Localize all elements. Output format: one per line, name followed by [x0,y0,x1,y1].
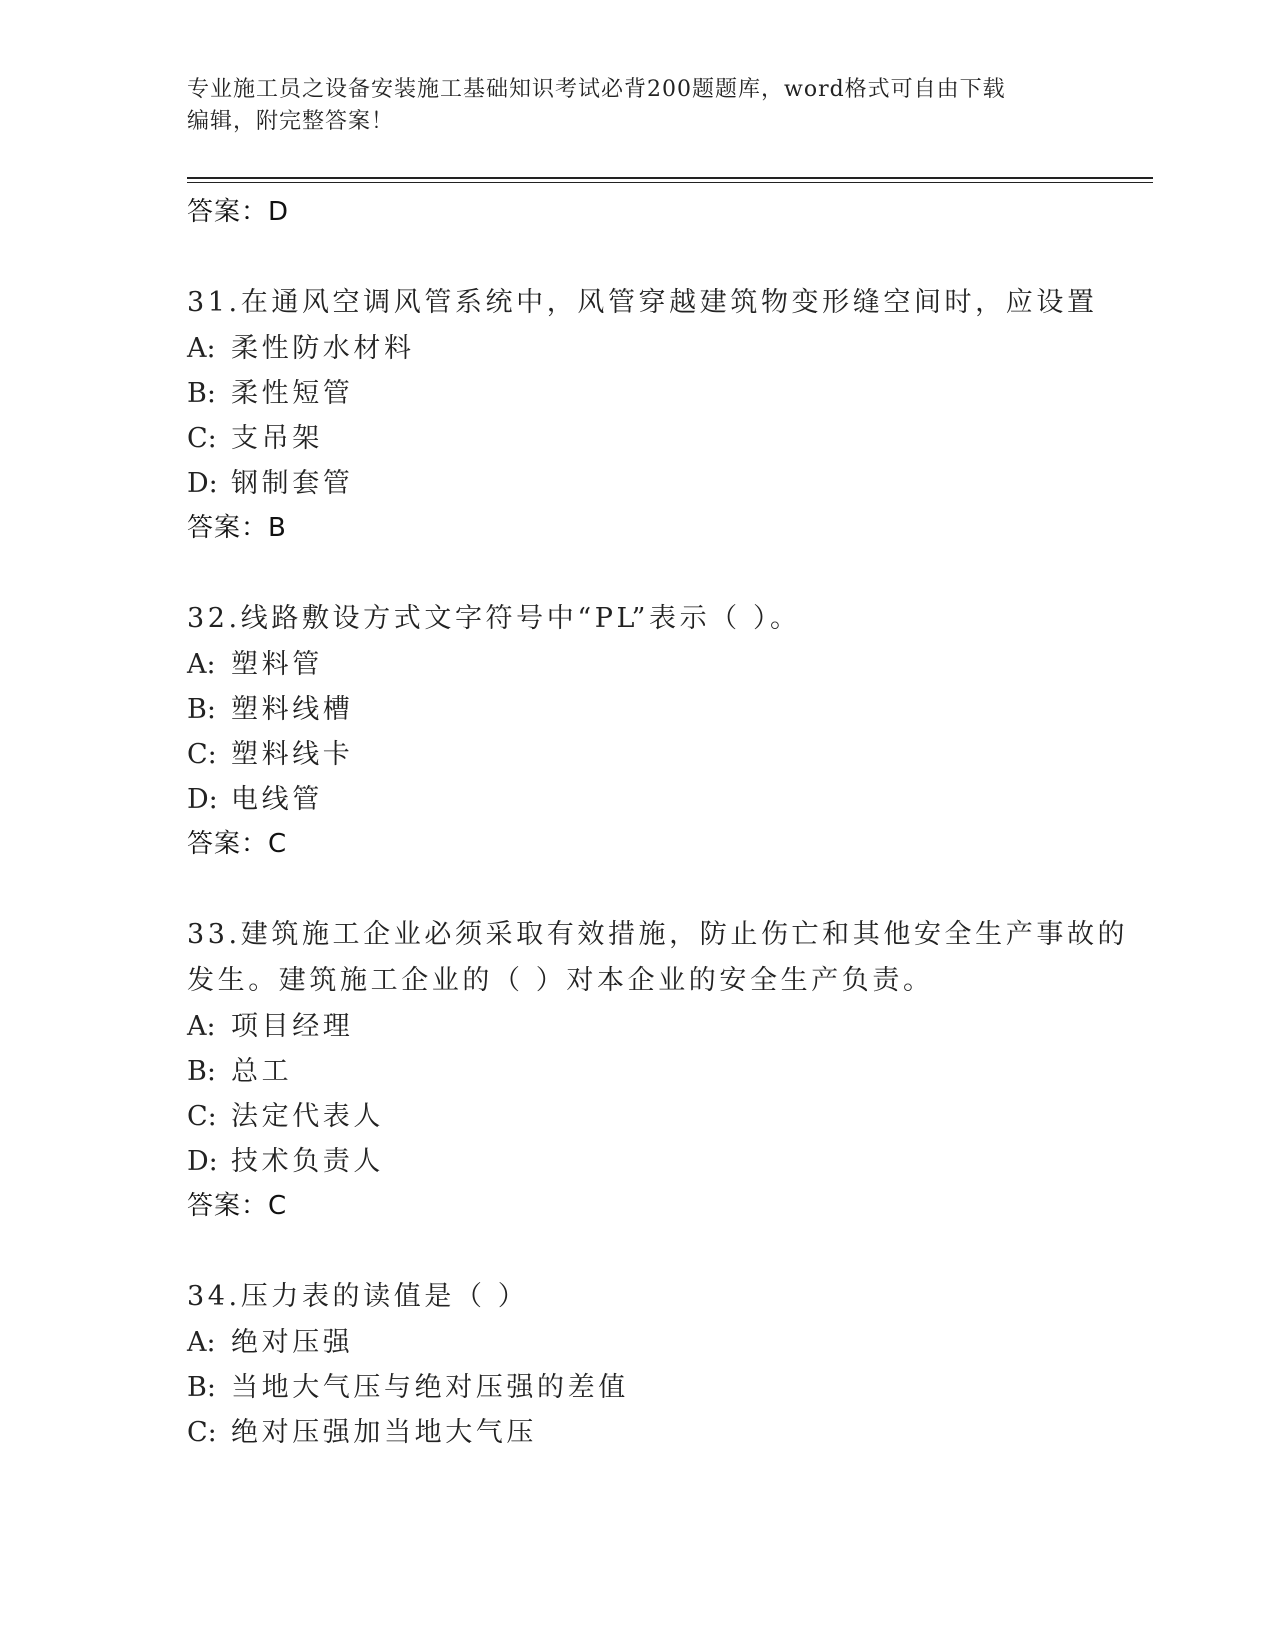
option-b [187,687,1147,732]
question-block-33 [187,912,1147,1228]
answer-value: D [268,197,290,227]
answer-line [187,822,1147,866]
document-header [187,74,1067,138]
question-number: 31. [187,287,241,318]
header-divider-thick [187,177,1153,179]
option-text: 柔性防水材料 [231,333,415,364]
question-text [187,912,1147,1004]
option-b [187,1049,1147,1094]
question-body: 在通风空调风管系统中，风管穿越建筑物变形缝空间时，应设置 [240,287,1098,318]
question-text [187,1274,1147,1320]
option-a [187,1004,1147,1049]
option-letter: D: [187,784,218,815]
option-text: 当地大气压与绝对压强的差值 [231,1372,629,1403]
question-spacer [187,1228,1147,1274]
option-letter: B: [187,378,216,409]
option-letter: D: [187,1146,218,1177]
option-a [187,1320,1147,1365]
question-block-31 [187,280,1147,550]
answer-line-prev [187,190,1147,234]
option-c [187,1410,1147,1455]
option-letter: B: [187,1056,216,1087]
option-letter: A: [187,1327,216,1358]
option-text: 支吊架 [231,423,323,454]
option-letter: B: [187,1372,216,1403]
answer-label: 答案： [187,1191,269,1221]
question-text [187,596,1147,642]
option-text: 绝对压强 [231,1327,354,1358]
option-letter: C: [187,1101,217,1132]
option-letter: C: [187,739,217,770]
option-text: 塑料线卡 [231,739,354,770]
header-title-line-1: 专业施工员之设备安装施工基础知识考试必背200题题库，word格式可自由下载 [187,77,1006,102]
option-c [187,732,1147,777]
option-text: 塑料管 [231,649,323,680]
header-divider-thin [187,182,1153,183]
option-text: 总工 [231,1056,293,1087]
option-d [187,1139,1147,1184]
option-c [187,1094,1147,1139]
option-text: 电线管 [231,784,323,815]
answer-value: C [268,829,288,859]
option-a [187,326,1147,371]
option-d [187,777,1147,822]
option-text: 钢制套管 [231,468,354,499]
answer-value: B [268,513,287,543]
answer-value: C [268,1191,288,1221]
question-spacer [187,550,1147,596]
question-block-34 [187,1274,1147,1455]
option-text: 绝对压强加当地大气压 [231,1417,537,1448]
option-d [187,461,1147,506]
question-number: 32. [187,603,241,634]
question-number: 33. [187,919,241,950]
option-letter: C: [187,1417,217,1448]
question-body: 建筑施工企业必须采取有效措施，防止伤亡和其他安全生产事故的发生。建筑施工企业的（ ）对本企业的安全生产负责。 [187,919,1129,996]
option-text: 技术负责人 [231,1146,384,1177]
option-b [187,1365,1147,1410]
option-letter: B: [187,694,216,725]
answer-line [187,1184,1147,1228]
answer-line [187,506,1147,550]
question-body: 线路敷设方式文字符号中“PL”表示（ ）。 [240,603,801,634]
answer-label: 答案： [187,513,269,543]
option-letter: A: [187,649,216,680]
question-list [187,190,1147,1455]
option-text: 塑料线槽 [231,694,354,725]
header-title-line-2: 编辑，附完整答案！ [187,109,395,134]
option-text: 柔性短管 [231,378,354,409]
option-text: 项目经理 [231,1011,354,1042]
answer-label: 答案： [187,197,269,227]
question-body: 压力表的读值是（ ） [240,1281,529,1312]
option-b [187,371,1147,416]
question-block-32 [187,596,1147,866]
option-letter: A: [187,333,216,364]
question-text [187,280,1147,326]
option-letter: D: [187,468,218,499]
option-letter: C: [187,423,217,454]
question-spacer [187,866,1147,912]
option-a [187,642,1147,687]
answer-label: 答案： [187,829,269,859]
option-c [187,416,1147,461]
option-text: 法定代表人 [231,1101,384,1132]
question-number: 34. [187,1281,241,1312]
option-letter: A: [187,1011,216,1042]
